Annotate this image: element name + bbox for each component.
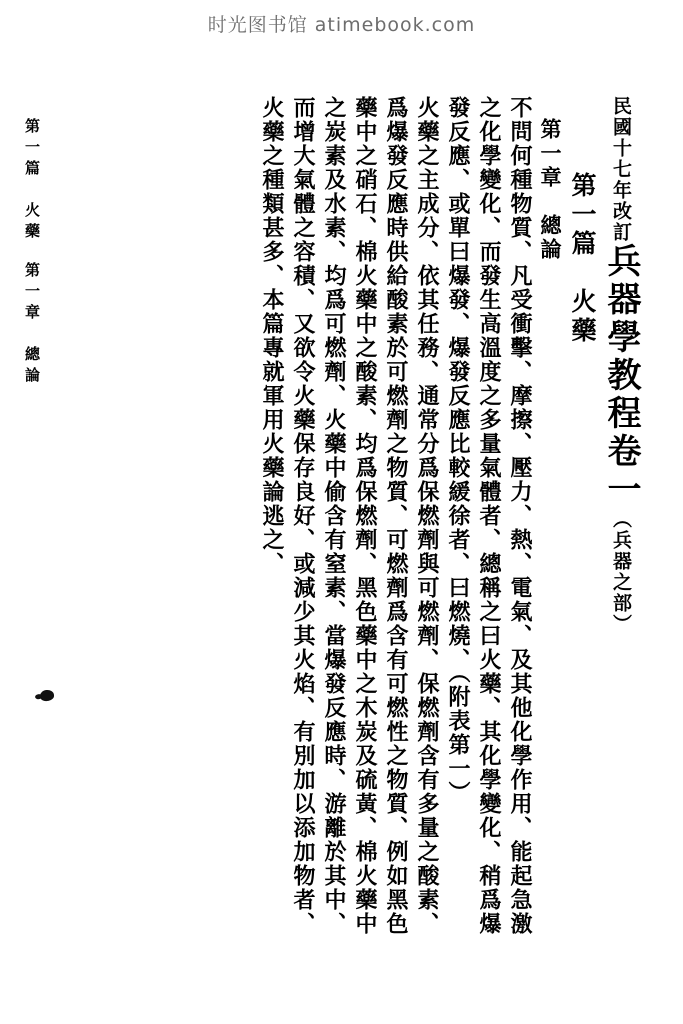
body-column: 發反應、或單曰爆發、爆發反應比較緩徐者、曰燃燒、（附表第一） — [445, 96, 471, 805]
vertical-text-columns — [252, 96, 641, 936]
body-column: 之化學變化、而發生高溫度之多量氣體者、總稱之曰火藥、其化學變化、稍爲爆 — [476, 96, 502, 936]
running-head — [22, 118, 43, 388]
body-column: 火藥之主成分、依其任務、通常分爲保燃劑與可燃劑、保燃劑含有多量之酸素、 — [414, 96, 440, 936]
body-column: 火藥之種類甚多、本篇專就軍用火藥論逃之、 — [259, 96, 285, 576]
running-head-chapter: 第一章 總論 — [23, 262, 41, 388]
book-title-column — [601, 96, 641, 916]
title-main: 兵器學教程卷一 — [601, 243, 641, 509]
body-column: 之炭素及水素、均爲可燃劑、火藥中偷含有窒素、當爆發反應時、游離於其中、 — [321, 96, 347, 936]
chapter-heading: 第一章 總論 — [538, 118, 563, 262]
body-column: 爲爆發反應時供給酸素於可燃劑之物質、可燃劑爲含有可燃性之物質、例如黑色 — [383, 96, 409, 936]
site-watermark: 时光图书馆 atimebook.com — [207, 14, 476, 36]
part-heading: 第一篇 火藥 — [568, 172, 597, 346]
body-column: 不問何種物質、凡受衝擊、摩擦、壓力、熱、電氣、及其他化學作用、能起急激 — [507, 96, 533, 936]
running-head-part: 第一篇 火藥 — [23, 118, 41, 244]
page-content — [48, 96, 641, 956]
title-prefix: 民國十七年改訂 — [610, 96, 632, 243]
title-paren: （兵器之部） — [610, 509, 632, 635]
body-column: 藥中之硝石、棉火藥中之酸素、均爲保燃劑、黑色藥中之木炭及硫黃、棉火藥中 — [352, 96, 378, 936]
body-column: 而增大氣體之容積、又欲令火藥保存良好、或減少其火焰、有別加以添加物者、 — [290, 96, 316, 936]
